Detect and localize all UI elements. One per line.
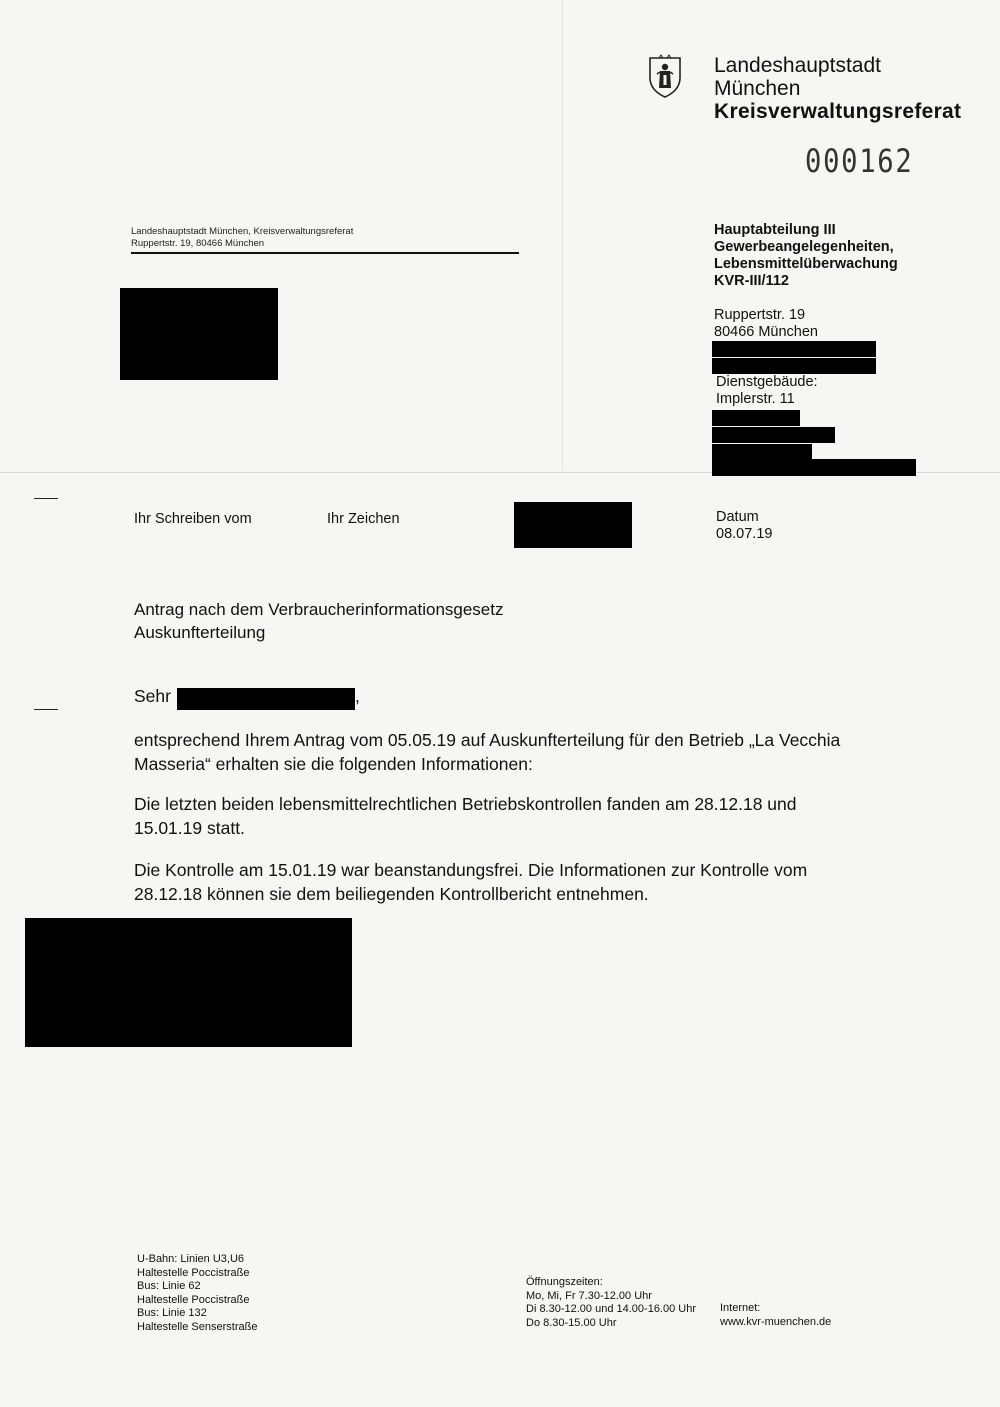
paragraph-3-line-2: 28.12.18 können sie dem beiliegenden Kontrollbericht entnehmen.: [134, 884, 649, 904]
transit-line: Haltestelle Poccistraße: [137, 1266, 250, 1279]
division-line-4: KVR-III/112: [714, 273, 789, 289]
your-sign-label: Ihr Zeichen: [327, 511, 400, 527]
footer-transit: [137, 1253, 257, 1334]
transit-line: Haltestelle Poccistraße: [137, 1293, 250, 1306]
footer-opening-hours: [526, 1276, 696, 1330]
paragraph-1-line-1: entsprechend Ihrem Antrag vom 05.05.19 auf Auskunfterteilung für den Betrieb „La Vecchia: [134, 730, 841, 750]
salutation-start: Sehr: [134, 686, 171, 706]
subject: [134, 598, 503, 644]
internet-label: Internet:: [720, 1302, 761, 1314]
building-address: [716, 374, 818, 408]
reference-redaction: [514, 502, 632, 548]
recipient-address-redaction: [120, 288, 278, 380]
office-address: [714, 307, 818, 341]
paragraph-2-line-1: Die letzten beiden lebensmittelrechtlichen Betriebskontrollen fanden am 28.12.18 und: [134, 794, 797, 814]
paragraph-2-line-2: 15.01.19 statt.: [134, 818, 245, 838]
fold-mark: [34, 498, 58, 499]
recipient-name-redaction: [177, 688, 355, 710]
hours-line: Öffnungszeiten:: [526, 1276, 603, 1288]
date-value: 08.07.19: [716, 526, 773, 542]
building-street: Implerstr. 11: [716, 391, 795, 407]
fax-redaction: [712, 358, 876, 374]
munich-crest-icon: [648, 54, 682, 98]
paper-fold-line-vertical: [562, 0, 563, 470]
division-line-1: Hauptabteilung III: [714, 222, 836, 238]
subject-line-1: Antrag nach dem Verbraucherinformationsgesetz: [134, 600, 504, 619]
punch-mark: [34, 709, 58, 710]
paragraph-3-line-1: Die Kontrolle am 15.01.19 war beanstandungsfrei. Die Informationen zur Kontrolle vom: [134, 860, 808, 880]
phone-redaction: [712, 341, 876, 357]
hours-line: Di 8.30-12.00 und 14.00-16.00 Uhr: [526, 1303, 697, 1315]
city-line-2: München: [714, 77, 801, 100]
office-street: Ruppertstr. 19: [714, 307, 806, 323]
salutation-comma: ,: [355, 686, 360, 706]
hours-line: Do 8.30-15.00 Uhr: [526, 1316, 617, 1329]
room-redaction: [712, 410, 800, 426]
sender-divider: [131, 252, 519, 254]
division-line-2: Gewerbeangelegenheiten,: [714, 239, 894, 255]
transit-line: Haltestelle Senserstraße: [137, 1320, 258, 1333]
paragraph-1: [134, 728, 914, 776]
footer-internet: [720, 1302, 831, 1329]
subject-line-2: Auskunfterteilung: [134, 623, 266, 642]
paragraph-2: [134, 792, 914, 840]
city-line-1: Landeshauptstadt: [714, 54, 881, 77]
division-block: [714, 222, 898, 290]
letterhead-title: [714, 54, 961, 123]
sender-line-1: Landeshauptstadt München, Kreisverwaltungsreferat: [131, 226, 354, 237]
salutation: [134, 686, 171, 707]
building-label: Dienstgebäude:: [716, 374, 818, 390]
contact-redaction: [712, 427, 835, 443]
contact-redaction-2: [712, 444, 812, 460]
your-letter-label: Ihr Schreiben vom: [134, 511, 252, 527]
stamp-number: 000162: [805, 142, 914, 180]
hours-line: Mo, Mi, Fr 7.30-12.00 Uhr: [526, 1289, 652, 1302]
transit-line: Bus: Linie 62: [137, 1280, 201, 1292]
office-city: 80466 München: [714, 324, 818, 340]
date-block: [716, 509, 772, 543]
signature-redaction: [25, 918, 352, 1047]
paragraph-3: [134, 858, 914, 906]
sender-line-2: Ruppertstr. 19, 80466 München: [131, 238, 265, 249]
paragraph-1-line-2: Masseria“ erhalten sie die folgenden Informationen:: [134, 754, 533, 774]
internet-url: www.kvr-muenchen.de: [720, 1315, 832, 1328]
division-line-3: Lebensmittelüberwachung: [714, 256, 898, 272]
email-redaction: [712, 459, 916, 476]
date-label: Datum: [716, 509, 759, 525]
transit-line: Bus: Linie 132: [137, 1307, 207, 1319]
sender-return-address: [131, 226, 353, 250]
department-name: Kreisverwaltungsreferat: [714, 100, 962, 123]
transit-line: U-Bahn: Linien U3,U6: [137, 1253, 245, 1265]
